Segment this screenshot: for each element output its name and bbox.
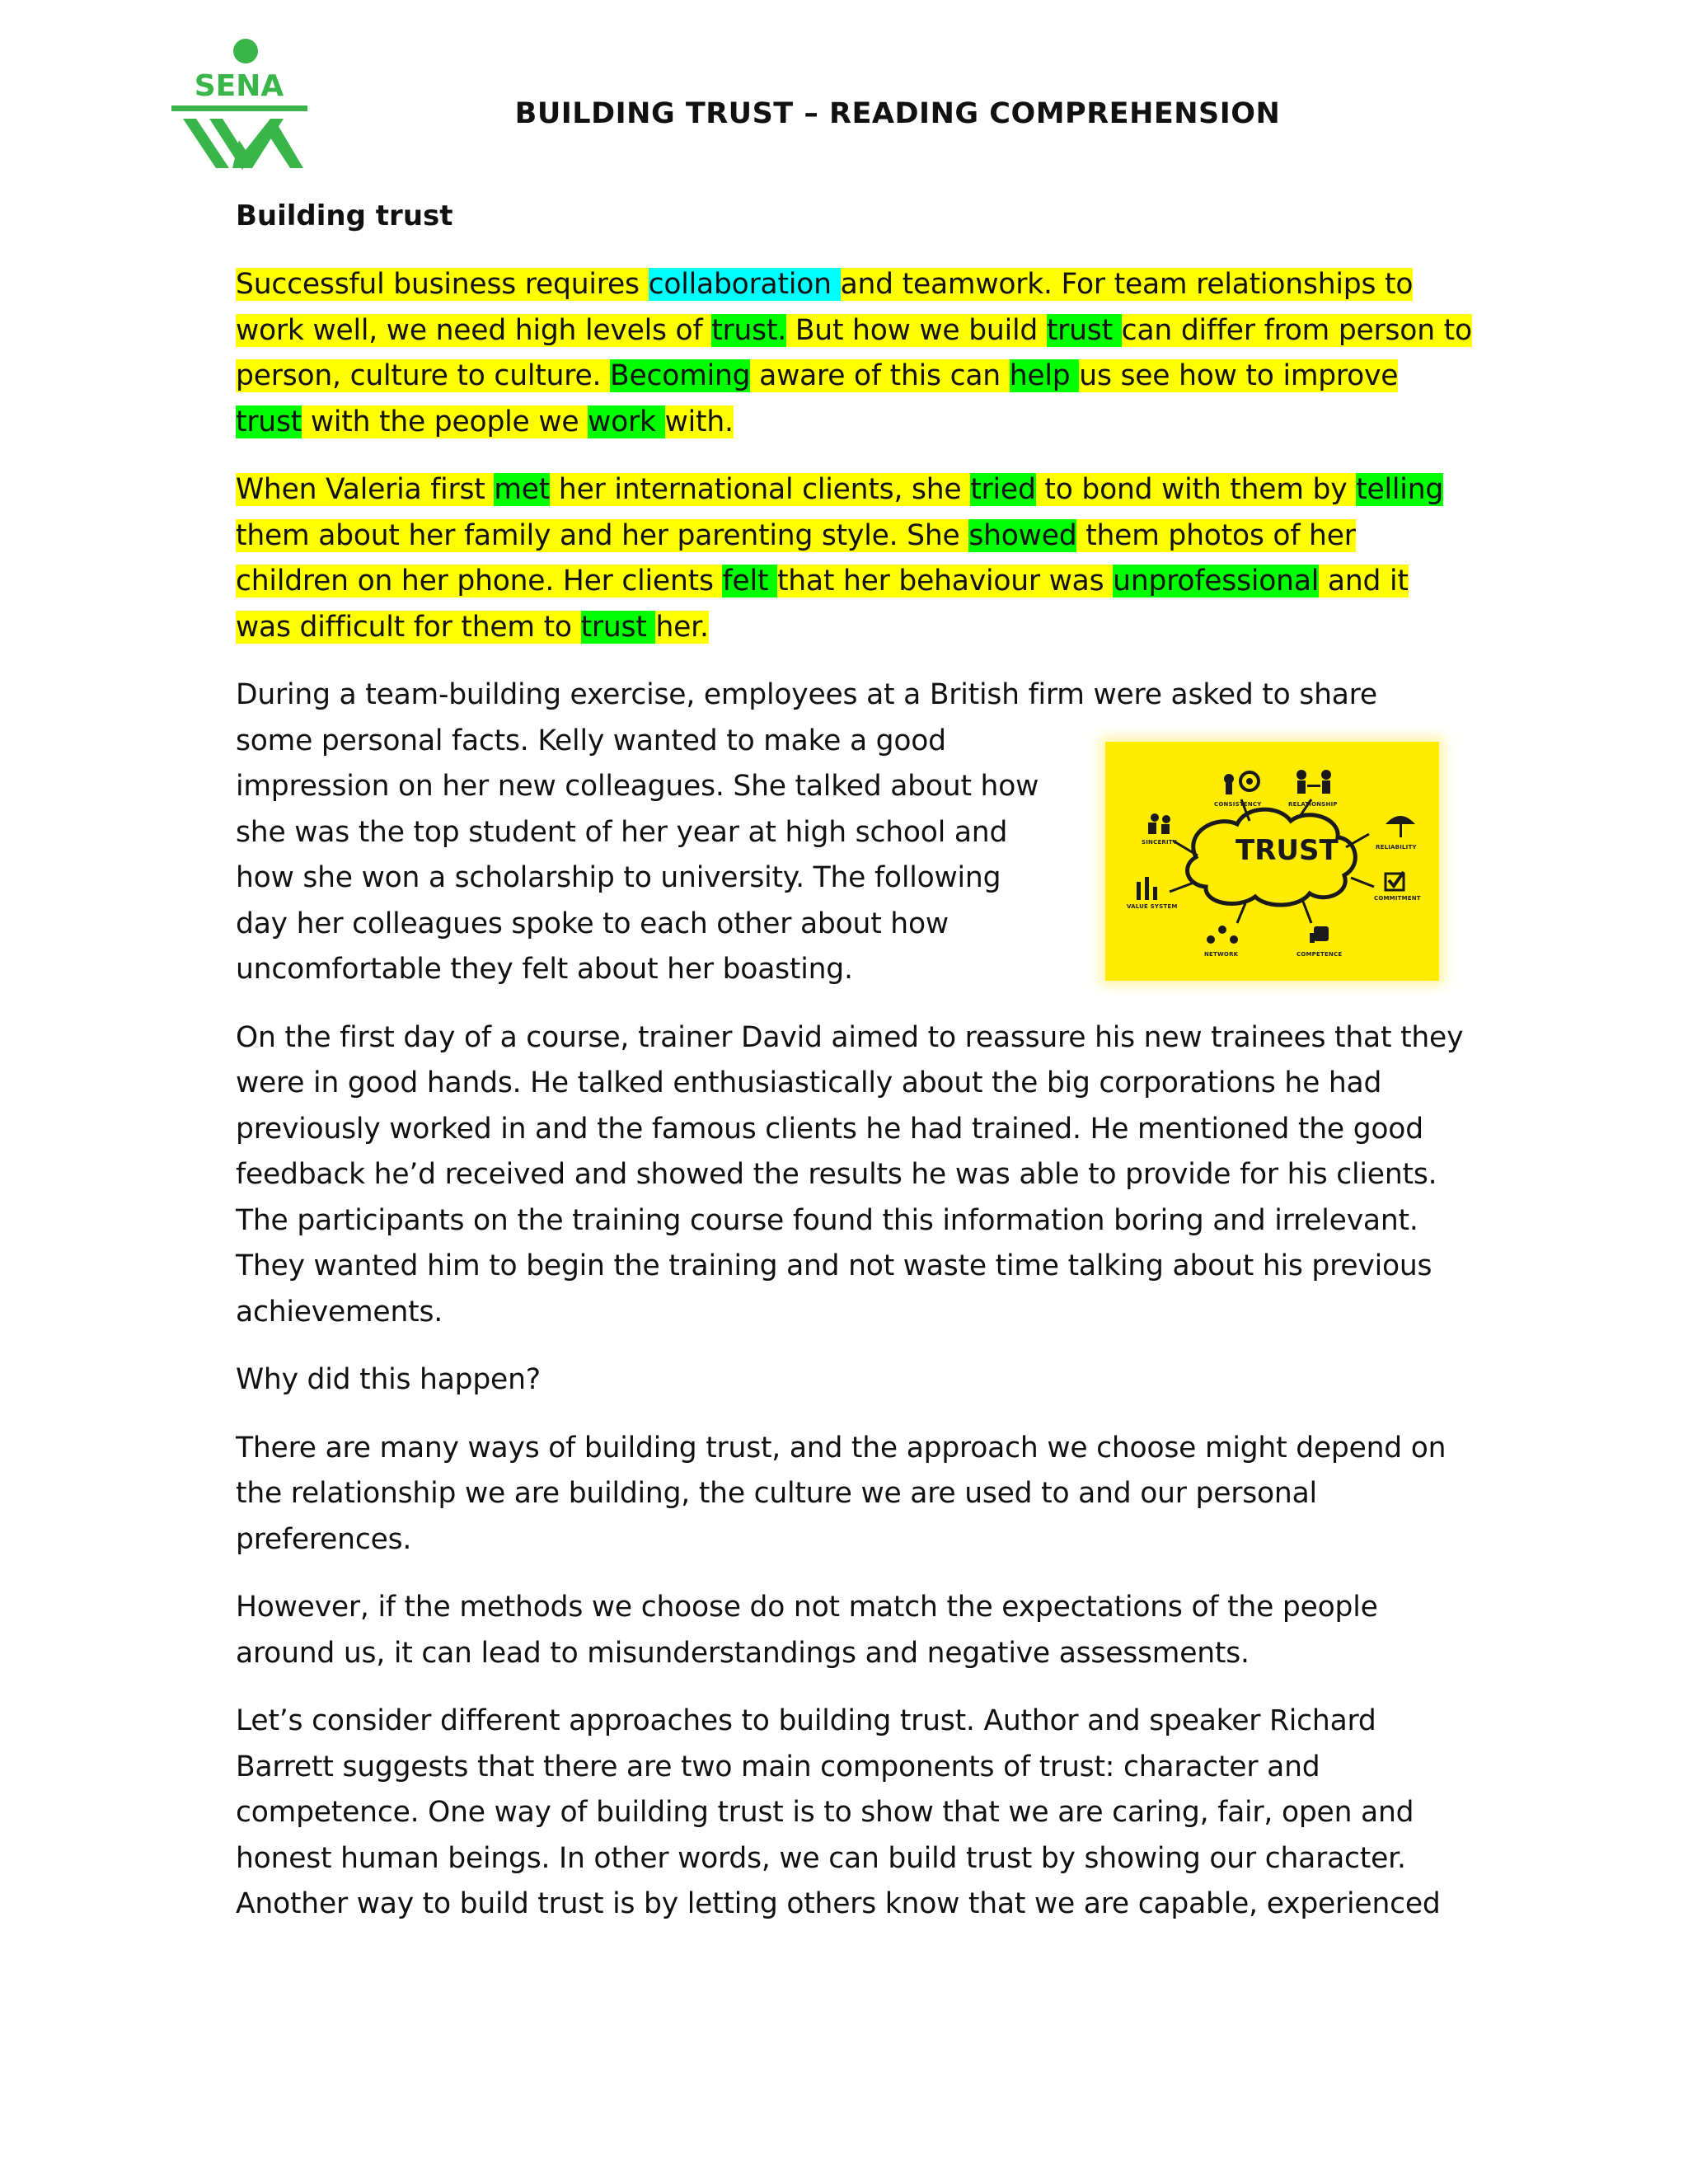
logo-text: SENA [194,69,284,103]
figure-label-reliability: RELIABILITY [1376,843,1417,851]
paragraph-2: When Valeria first met her international clients, she tried to bond with them by telling them about her family and her parenting style. She showed them photos of her children on her phone. Her clients felt that her behaviour was unprofessional and it was difficult for them to trust her. [236,473,1444,644]
figure-label-commitment: COMMITMENT [1374,894,1421,902]
paragraph-3-first-line: During a team-building exercise, employees at a British firm were asked to share [236,678,1377,711]
figure-center-label: TRUST [1236,833,1339,867]
paragraph-3-rest: some personal facts. Kelly wanted to make a good impression on her new colleagues. She talked about how she was the top student of her year at high school and how she won a scholarship to university. The following day her colleagues spoke to each other about how uncomfortable they felt about her boasting. [236,724,1039,986]
paragraph-8: Let’s consider different approaches to building trust. Author and speaker Richard Barrett suggests that there are two main components of trust: character and competence. One way of building trust is to show that we are caring, fair, open and honest human beings. In other words, we can build trust by showing our character. Another way to build trust is by letting others know that we are capable, experienced [236,1704,1441,1920]
section-heading: Building trust [236,199,453,232]
figure-label-competence: COMPETENCE [1296,950,1343,958]
document-body [236,198,1472,1950]
figure-label-network: NETWORK [1204,950,1239,958]
figure-label-relationship: RELATIONSHIP [1288,800,1338,808]
paragraph-7: However, if the methods we choose do not match the expectations of the people around us, it can lead to misunderstandings and negative assessments. [236,1591,1378,1670]
trust-concept-image [1105,742,1439,981]
paragraph-6: There are many ways of building trust, and the approach we choose might depend on the relationship we are building, the culture we are used to and our personal preferences. [236,1431,1447,1556]
figure-label-consistency: CONSISTENCY [1214,800,1262,808]
document-title: BUILDING TRUST – READING COMPREHENSION [514,97,1281,130]
figure-label-sincerity: SINCERITY [1142,838,1178,846]
figure-label-value-system: VALUE SYSTEM [1127,902,1178,910]
paragraph-4: On the first day of a course, trainer David aimed to reassure his new trainees that they were in good hands. He talked enthusiastically about the big corporations he had previously worked in and the famous clients he had trained. He mentioned the good feedback he’d received and showed the results he was able to provide for his clients. The participants on the training course found this information boring and irrelevant. They wanted him to begin the training and not waste time talking about his previous achievements. [236,1020,1464,1329]
paragraph-3-block [236,673,1472,993]
paragraph-1: Successful business requires collaboration and teamwork. For team relationships to work well, we need high levels of trust. But how we build trust can differ from person to person, culture to culture. Becoming aware of this can help us see how to improve trust with the people we work with. [236,268,1472,438]
paragraph-5: Why did this happen? [236,1363,541,1396]
